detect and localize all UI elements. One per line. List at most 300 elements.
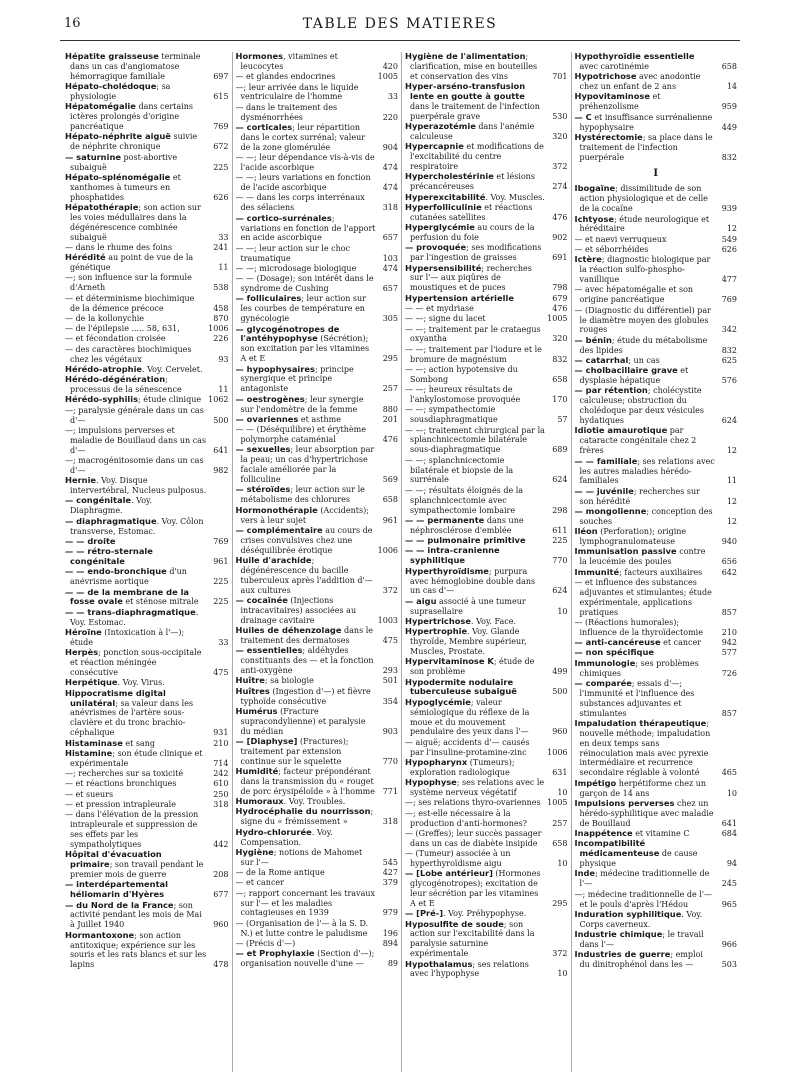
entry-text: . Voy. Muscles. bbox=[485, 192, 545, 202]
entry-text: —; est-elle nécessaire à la production d'anti-hormones? bbox=[405, 808, 527, 828]
page-reference: 220 bbox=[382, 112, 398, 122]
index-entry bbox=[236, 415, 399, 425]
index-column-3 bbox=[401, 52, 571, 1072]
index-entry bbox=[236, 626, 399, 646]
index-entry bbox=[575, 255, 738, 285]
entry-text: — —; leurs variations en fonction de l'acide ascorbique bbox=[235, 173, 371, 193]
page-reference: 225 bbox=[213, 162, 229, 172]
page-reference: 714 bbox=[213, 758, 229, 768]
page-reference: 770 bbox=[552, 556, 568, 566]
entry-heading: — glycogénotropes de l'antéhypophyse bbox=[235, 323, 340, 344]
entry-text: — et déterminisme biochimique de la démence précoce bbox=[65, 293, 195, 313]
entry-heading: Hypersensibilité bbox=[405, 262, 482, 273]
entry-heading: — hypophysaires bbox=[235, 363, 315, 374]
entry-heading: — — familiale bbox=[574, 455, 638, 466]
page-reference: 832 bbox=[721, 345, 737, 355]
page-reference: 641 bbox=[213, 445, 229, 455]
page-reference: 501 bbox=[382, 676, 398, 686]
entry-text: — de la Rome antique bbox=[235, 868, 325, 878]
index-entry bbox=[575, 457, 738, 487]
page-reference: 196 bbox=[382, 928, 398, 938]
entry-text: . Voy. Cervelet. bbox=[142, 364, 203, 374]
page-reference: 880 bbox=[382, 404, 398, 414]
index-entry bbox=[405, 738, 568, 758]
index-entry bbox=[405, 426, 568, 456]
entry-text: et sténose mitrale bbox=[122, 597, 199, 607]
index-entry bbox=[575, 72, 738, 92]
index-entry bbox=[405, 597, 568, 617]
index-entry bbox=[236, 193, 399, 213]
entry-heading: Hypotrichose bbox=[574, 71, 637, 82]
page-reference: 342 bbox=[721, 325, 737, 335]
index-entry bbox=[575, 113, 738, 133]
page-reference: 961 bbox=[213, 557, 229, 567]
index-entry bbox=[575, 578, 738, 618]
entry-heading: Hygiène bbox=[235, 846, 274, 857]
entry-heading: — provoquée bbox=[405, 242, 467, 253]
index-column-4 bbox=[571, 52, 741, 1072]
entry-text: . Voy. Glande thyroïde, Membre supérieur, Muscles, Prostate. bbox=[410, 627, 527, 657]
entry-heading: Humoraux bbox=[235, 796, 284, 807]
index-entry bbox=[65, 779, 229, 789]
entry-text: ; sa valeur dans les anévrismes de l'artère sous-clavière et du tronc brachio-céphalique bbox=[70, 698, 194, 738]
index-entry bbox=[236, 707, 399, 737]
index-entry bbox=[236, 173, 399, 193]
index-entry bbox=[65, 314, 229, 324]
entry-text: (Ingestion d'—) et fièvre typhoïde consécutive bbox=[240, 686, 371, 706]
page-reference: 503 bbox=[721, 960, 737, 970]
entry-heading: Immunisation passive bbox=[574, 546, 677, 557]
page-reference: 697 bbox=[213, 71, 229, 81]
index-entry bbox=[236, 807, 399, 827]
entry-heading: — corticales bbox=[235, 121, 293, 132]
page-reference: 241 bbox=[213, 242, 229, 252]
index-entry bbox=[65, 203, 229, 243]
entry-text: . Voy. Diaphragme. bbox=[70, 496, 153, 516]
page-reference: 476 bbox=[552, 303, 568, 313]
index-entry bbox=[65, 345, 229, 365]
entry-text: . Voy. Côlon transverse, Estomac. bbox=[70, 516, 204, 536]
entry-text: —; son influence sur la formule d'Arneth bbox=[65, 273, 192, 293]
index-entry bbox=[405, 809, 568, 829]
entry-heading: Hormantoxone bbox=[65, 929, 135, 940]
page-reference: 770 bbox=[382, 756, 398, 766]
index-columns bbox=[62, 52, 740, 1072]
index-entry bbox=[405, 758, 568, 778]
entry-heading: Hépatite graisseuse bbox=[65, 52, 159, 61]
index-entry bbox=[575, 507, 738, 527]
index-entry bbox=[236, 274, 399, 294]
index-entry bbox=[575, 133, 738, 163]
index-entry bbox=[405, 960, 568, 980]
page-reference: 442 bbox=[213, 839, 229, 849]
page-reference: 420 bbox=[382, 61, 398, 71]
page-reference: 857 bbox=[721, 708, 737, 718]
page-reference: 1005 bbox=[547, 314, 568, 324]
page-reference: 318 bbox=[382, 203, 398, 213]
page-reference: 657 bbox=[382, 284, 398, 294]
page-reference: 538 bbox=[213, 283, 229, 293]
entry-heading: Héroïne bbox=[65, 626, 102, 637]
entry-heading: Idiotie amaurotique bbox=[574, 425, 668, 436]
page-reference: 1006 bbox=[208, 324, 229, 334]
entry-text: ; variations en fonction de l'apport en acide ascorbique bbox=[240, 213, 376, 243]
entry-text: dans l'anémie calculeuse bbox=[410, 122, 535, 142]
entry-text: et insuffisance surrénalienne hypophysaire bbox=[579, 112, 713, 132]
entry-text: ; un cas bbox=[628, 355, 660, 365]
entry-text: ; leur absorption par la peau; un cas d'hypertrichose faciale améliorée par la folliculine bbox=[240, 445, 375, 485]
entry-heading: — mongolienne bbox=[574, 505, 647, 516]
page-reference: 769 bbox=[721, 295, 737, 305]
index-entry bbox=[65, 517, 229, 537]
page-reference: 961 bbox=[382, 515, 398, 525]
page-reference: 626 bbox=[213, 192, 229, 202]
index-entry bbox=[236, 244, 399, 264]
entry-heading: Inde bbox=[574, 868, 596, 879]
page-reference: 624 bbox=[721, 416, 737, 426]
entry-text: —; macrogénitosomie dans un cas d'— bbox=[65, 456, 204, 475]
entry-heading: — sexuelles bbox=[235, 444, 291, 455]
entry-text: . Voy. Préhypophyse. bbox=[443, 909, 527, 919]
page-reference: 870 bbox=[213, 313, 229, 323]
page-reference: 10 bbox=[557, 858, 568, 868]
page-reference: 894 bbox=[382, 938, 398, 948]
page-reference: 624 bbox=[552, 586, 568, 596]
entry-heading: Ibogaïne bbox=[574, 183, 616, 194]
entry-text: au point de vue de la génétique bbox=[70, 253, 194, 273]
page-reference: 658 bbox=[382, 495, 398, 505]
entry-heading: Histaminase bbox=[65, 737, 123, 748]
entry-text: ; processus de la sénescence bbox=[70, 375, 182, 395]
page-reference: 1006 bbox=[547, 747, 568, 757]
entry-heading: Hypercholestérinie bbox=[405, 171, 494, 182]
entry-text: (Hormones glycogénotropes); excitation de leur sécrétion par les vitamines A et E bbox=[410, 869, 541, 908]
index-entry bbox=[405, 223, 568, 243]
page-reference: 33 bbox=[387, 92, 398, 102]
entry-text: et xanthomes à tumeurs en phosphatides bbox=[70, 172, 181, 202]
page-reference: 684 bbox=[721, 828, 737, 838]
entry-text: ; nouvelle méthode; impaludation en deux temps sans réinoculation mais avec pyrexie intermédiaire et recurrence secondaire réglable à volonté bbox=[579, 718, 711, 778]
index-entry bbox=[236, 506, 399, 526]
index-entry bbox=[65, 931, 229, 971]
index-entry bbox=[236, 828, 399, 848]
index-entry bbox=[236, 949, 399, 969]
index-entry bbox=[236, 123, 399, 153]
entry-text: suivie de néphrite chronique bbox=[70, 132, 198, 152]
index-entry bbox=[236, 889, 399, 919]
entry-heading: Hépato-néphrite aiguë bbox=[65, 131, 171, 142]
entry-text: (Injections intracavitaires) associées au drainage cavitaire bbox=[240, 595, 357, 625]
entry-text: . Voy. Face. bbox=[471, 616, 517, 626]
entry-text: ; médecine traditionnelle de l'— bbox=[579, 869, 710, 889]
entry-text: . Voy. Compensation. bbox=[240, 827, 333, 847]
page-reference: 225 bbox=[552, 536, 568, 546]
index-entry bbox=[405, 405, 568, 425]
index-entry bbox=[65, 850, 229, 880]
page-reference: 12 bbox=[726, 224, 737, 234]
index-entry bbox=[405, 294, 568, 304]
page-reference: 939 bbox=[721, 204, 737, 214]
entry-heading: Hérédo-atrophie bbox=[65, 363, 143, 374]
entry-text: . Voy. Corps caverneux. bbox=[579, 909, 703, 929]
entry-heading: — cholbacillaire grave bbox=[574, 365, 678, 376]
index-entry bbox=[405, 82, 568, 122]
index-entry bbox=[65, 324, 229, 334]
entry-heading: — — endo-bronchique bbox=[65, 566, 167, 577]
entry-text: — —; traitement chirurgical par la splanchnicectomie bilatérale sous-diaphragmatique bbox=[405, 425, 545, 455]
index-entry bbox=[65, 689, 229, 739]
page-reference: 210 bbox=[721, 627, 737, 637]
entry-heading: Ichtyose bbox=[574, 213, 615, 224]
entry-heading: Hypertension artérielle bbox=[405, 292, 514, 303]
index-entry bbox=[65, 375, 229, 395]
entry-text: — et séborrhéides bbox=[574, 245, 649, 255]
page-reference: 940 bbox=[721, 537, 737, 547]
index-entry bbox=[405, 698, 568, 738]
entry-text: — —; heureux résultats de l'ankylostomose provoquée bbox=[405, 385, 521, 405]
index-entry bbox=[405, 314, 568, 324]
index-entry bbox=[405, 849, 568, 869]
entry-heading: Induration syphilitique bbox=[574, 908, 682, 919]
entry-text: ; son action antitoxique; expérience sur les souris et les rats blancs et sur les lapins bbox=[70, 930, 207, 970]
index-entry bbox=[405, 657, 568, 677]
page-reference: 959 bbox=[721, 102, 737, 112]
index-entry bbox=[65, 476, 229, 496]
page-header bbox=[0, 0, 800, 50]
page-reference: 250 bbox=[213, 789, 229, 799]
entry-text: ; dissimilitude de son action physiologique et de celle de la cocaïne bbox=[579, 184, 708, 214]
index-entry bbox=[65, 769, 229, 779]
index-entry bbox=[236, 919, 399, 939]
entry-text: ; étude neurologique et héréditaire bbox=[579, 214, 710, 234]
index-entry bbox=[405, 385, 568, 405]
entry-text: — —; sympathectomie sousdiaphragmatique bbox=[405, 405, 498, 425]
page-reference: 982 bbox=[213, 465, 229, 475]
index-entry bbox=[65, 496, 229, 516]
entry-heading: — — trans-diaphragmatique bbox=[65, 606, 196, 617]
entry-heading: — et Prophylaxie bbox=[235, 948, 315, 959]
entry-heading: Hyperexcitabilité bbox=[405, 191, 486, 202]
index-entry bbox=[65, 153, 229, 173]
page-reference: 476 bbox=[382, 435, 398, 445]
entry-heading: Hypovitaminose bbox=[574, 91, 650, 102]
index-entry bbox=[65, 406, 229, 426]
page-reference: 10 bbox=[557, 788, 568, 798]
entry-text: ; sa place dans le traitement de l'infection puerpérale bbox=[579, 132, 713, 162]
index-entry bbox=[405, 798, 568, 808]
entry-heading: Hygiène de l'alimentation bbox=[405, 52, 526, 61]
index-entry bbox=[575, 527, 738, 547]
entry-text: et vitamine C bbox=[632, 828, 690, 838]
page-number: 16 bbox=[64, 16, 81, 31]
entry-text: ; ses relations avec les autres maladies hérédo-familiales bbox=[579, 456, 715, 486]
entry-heading: Hormonothérapie bbox=[235, 504, 318, 515]
page-reference: 226 bbox=[213, 334, 229, 344]
entry-heading: Huîtres bbox=[235, 685, 270, 696]
page-reference: 624 bbox=[552, 475, 568, 485]
entry-text: — (Tumeur) associée à un hyperthyroïdisme aigu bbox=[405, 849, 511, 868]
index-entry bbox=[236, 737, 399, 767]
entry-heading: Immunologie bbox=[574, 657, 636, 668]
entry-heading: Hydro-chlorurée bbox=[235, 826, 312, 837]
entry-text: au cours de la perfusion du foie bbox=[410, 223, 535, 243]
entry-heading: Hyperglycémie bbox=[405, 222, 475, 233]
index-entry bbox=[65, 648, 229, 678]
entry-heading: — [Diaphyse] bbox=[235, 735, 298, 746]
entry-heading: — cocaïnée bbox=[235, 594, 288, 605]
entry-heading: Hyperfolliculinie bbox=[405, 201, 482, 212]
index-entry bbox=[405, 52, 568, 82]
index-entry bbox=[405, 456, 568, 486]
index-entry bbox=[65, 294, 229, 314]
page-reference: 658 bbox=[721, 61, 737, 71]
index-entry bbox=[65, 334, 229, 344]
entry-text: — et glandes endocrines bbox=[235, 72, 336, 82]
entry-heading: — — juvénile bbox=[574, 485, 634, 496]
index-entry bbox=[575, 930, 738, 950]
entry-text: (Tumeurs); exploration radiologique bbox=[410, 757, 515, 777]
index-entry bbox=[65, 52, 229, 82]
index-entry bbox=[236, 646, 399, 676]
page-reference: 960 bbox=[552, 727, 568, 737]
entry-text: — des caractères biochimiques chez les végétaux bbox=[65, 344, 192, 364]
page-reference: 11 bbox=[726, 476, 737, 486]
entry-text: dans le traitement de l'infection puerpérale grave bbox=[410, 101, 540, 121]
index-entry bbox=[405, 627, 568, 657]
index-entry bbox=[575, 52, 738, 72]
entry-text: et sang bbox=[122, 738, 156, 748]
page-reference: 631 bbox=[552, 767, 568, 777]
entry-heading: — par rétention bbox=[574, 385, 648, 396]
page-reference: 449 bbox=[721, 122, 737, 132]
entry-text: (Fractures); traitement par extension continue sur le squelette bbox=[240, 736, 349, 766]
entry-heading: — ovariennes bbox=[235, 413, 299, 424]
page-reference: 966 bbox=[721, 939, 737, 949]
page-reference: 465 bbox=[721, 768, 737, 778]
page-reference: 320 bbox=[552, 132, 568, 142]
page-reference: 320 bbox=[552, 334, 568, 344]
page-reference: 210 bbox=[213, 738, 229, 748]
entry-heading: Hippocratisme digital unilatéral bbox=[65, 687, 166, 708]
index-entry bbox=[405, 203, 568, 223]
page-reference: 242 bbox=[213, 769, 229, 779]
page-reference: 295 bbox=[552, 898, 568, 908]
page-reference: 569 bbox=[382, 475, 398, 485]
page-reference: 545 bbox=[382, 857, 398, 867]
page-reference: 458 bbox=[213, 303, 229, 313]
page-reference: 201 bbox=[382, 414, 398, 424]
entry-heading: — — intra-cranienne syphilitique bbox=[405, 545, 500, 566]
entry-text: — de l'épilepsie ..... 58, 631, bbox=[65, 324, 180, 334]
page-reference: 942 bbox=[721, 638, 737, 648]
entry-text: ; sa physiologie bbox=[70, 82, 171, 102]
index-entry bbox=[65, 173, 229, 203]
page-reference: 103 bbox=[382, 253, 398, 263]
index-entry bbox=[65, 253, 229, 273]
index-entry bbox=[65, 628, 229, 648]
page-reference: 1062 bbox=[208, 395, 229, 405]
page-reference: 318 bbox=[382, 817, 398, 827]
entry-text: , vitamines et leucocytes bbox=[240, 52, 338, 71]
index-entry bbox=[65, 567, 229, 587]
page-reference: 576 bbox=[721, 376, 737, 386]
index-entry bbox=[405, 122, 568, 142]
page-reference: 476 bbox=[552, 212, 568, 222]
index-entry bbox=[236, 596, 399, 626]
index-entry bbox=[236, 425, 399, 445]
index-entry bbox=[65, 588, 229, 608]
entry-text: terminale dans un cas d'angiomatose hémorragique familiale bbox=[70, 52, 201, 81]
page-reference: 1005 bbox=[547, 798, 568, 808]
page-reference: 372 bbox=[552, 162, 568, 172]
index-entry bbox=[575, 235, 738, 245]
page-title: TABLE DES MATIERES bbox=[302, 16, 498, 32]
entry-heading: Hypodermite nodulaire tuberculeuse subaiguë bbox=[405, 676, 517, 697]
entry-heading: — aigu bbox=[405, 595, 437, 606]
page-reference: 679 bbox=[552, 293, 568, 303]
index-entry bbox=[236, 687, 399, 707]
page-reference: 832 bbox=[552, 354, 568, 364]
entry-text: (Sécrétion); son excitation par les vitamines A et E bbox=[240, 334, 370, 364]
index-entry bbox=[575, 184, 738, 214]
index-entry bbox=[575, 336, 738, 356]
index-entry bbox=[405, 546, 568, 566]
page-reference: 474 bbox=[382, 183, 398, 193]
page-reference: 11 bbox=[218, 385, 229, 395]
page-reference: 832 bbox=[721, 152, 737, 162]
entry-text: ; principe synergique et principe antagoniste bbox=[240, 364, 354, 394]
index-entry bbox=[405, 304, 568, 314]
index-entry bbox=[575, 839, 738, 869]
entry-heading: Hypothalamus bbox=[405, 958, 473, 969]
entry-text: — —; traitement par le crataegus oxyantha bbox=[405, 324, 541, 344]
index-entry bbox=[575, 306, 738, 336]
entry-text: — —; leur action sur le choc traumatique bbox=[235, 243, 351, 263]
index-entry bbox=[65, 426, 229, 456]
entry-heading: — — permanente bbox=[405, 514, 485, 525]
entry-text: ; leur répartition dans le cortex surrénal; valeur de la zone glomérulée bbox=[240, 122, 366, 152]
index-entry bbox=[405, 243, 568, 263]
index-entry bbox=[65, 901, 229, 931]
entry-text: ; leur synergie sur l'endomètre de la femme bbox=[240, 394, 364, 414]
entry-text: ; cholécystite calculeuse; obstruction du cholédoque par deux vésicules hydatiques bbox=[579, 386, 704, 426]
entry-heading: Hypoglycémie bbox=[405, 696, 471, 707]
entry-heading: — interdépartemental héliomarin d'Hyères bbox=[65, 879, 168, 900]
entry-text: ; purpura avec hémoglobine double dans un cas d'— bbox=[410, 566, 536, 596]
entry-text: ; ses problèmes chimiques bbox=[579, 658, 699, 678]
entry-heading: Hypopharynx bbox=[405, 756, 468, 767]
index-entry bbox=[575, 719, 738, 778]
page-reference: 500 bbox=[213, 415, 229, 425]
entry-heading: Incompatibilité médicamenteuse bbox=[574, 838, 660, 859]
entry-heading: — saturnine bbox=[65, 151, 121, 162]
entry-text: ; son action sur les voies médullaires dans la dégénérescence combinée subaiguë bbox=[70, 202, 201, 242]
page-reference: 478 bbox=[213, 960, 229, 970]
page-reference: 965 bbox=[721, 899, 737, 909]
page-reference: 931 bbox=[213, 728, 229, 738]
entry-text: avec carotinémie bbox=[579, 61, 649, 71]
entry-text: —; paralysie générale dans un cas d'— bbox=[65, 405, 204, 425]
index-entry bbox=[236, 325, 399, 365]
entry-text: — — et mydriase bbox=[405, 303, 474, 313]
entry-text: et cancer bbox=[660, 638, 702, 648]
index-entry bbox=[405, 829, 568, 849]
entry-heading: — anti-cancéreuse bbox=[574, 637, 661, 648]
index-entry bbox=[575, 547, 738, 567]
entry-heading: Hypervitaminose K bbox=[405, 656, 494, 667]
entry-text: (Fracture supracondylienne) et paralysie du médian bbox=[240, 706, 366, 736]
entry-text: — dans l'élévation de la pression intrapleurale et suppression de ses effets par les sympatholytiques bbox=[65, 810, 199, 849]
